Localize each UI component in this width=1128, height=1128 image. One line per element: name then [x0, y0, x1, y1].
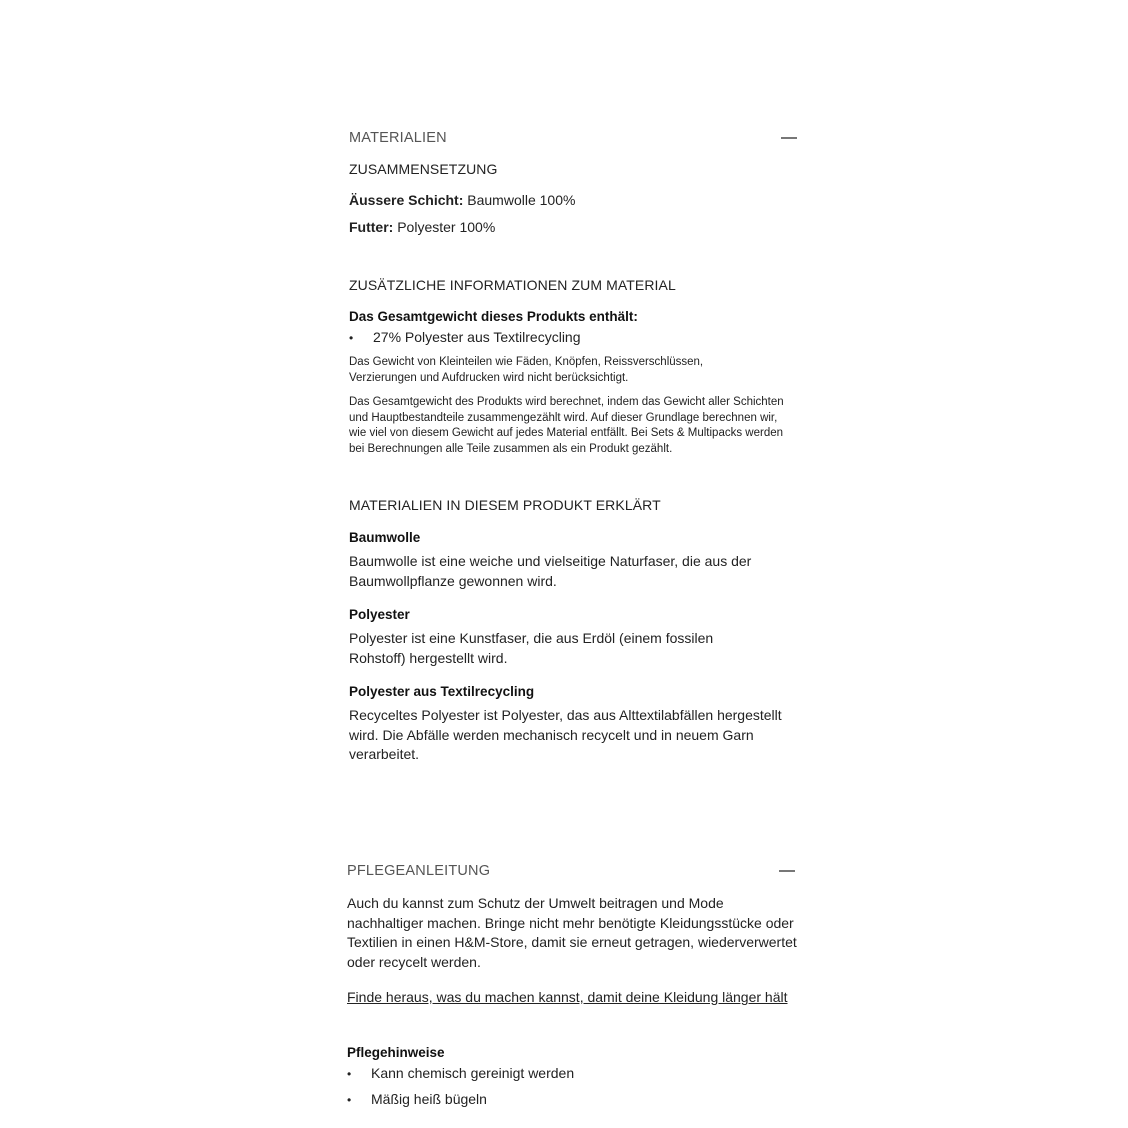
- weight-note-1: Das Gewicht von Kleinteilen wie Fäden, Knöpfen, Reissverschlüssen, Verzierungen und Aufdrucken wird nicht berücksichtigt.: [349, 356, 704, 384]
- bullet-icon: •: [349, 331, 354, 345]
- materials-title: MATERIALIEN: [349, 130, 447, 146]
- care-title: PFLEGEANLEITUNG: [347, 863, 491, 879]
- care-instructions-heading: Pflegehinweise: [347, 1045, 445, 1060]
- composition-lining: [349, 219, 799, 235]
- collapse-minus-icon[interactable]: [779, 870, 795, 872]
- composition-outer-label: Äussere Schicht:: [349, 192, 464, 208]
- care-instruction-text: Mäßig heiß bügeln: [371, 1091, 487, 1107]
- composition-outer: [349, 192, 799, 208]
- composition-outer-value: Baumwolle 100%: [467, 192, 576, 208]
- composition-lining-value: Polyester 100%: [397, 219, 496, 235]
- materials-explained-heading: MATERIALIEN IN DIESEM PRODUKT ERKLÄRT: [349, 497, 661, 513]
- care-section: [347, 861, 797, 1109]
- collapse-minus-icon[interactable]: [781, 137, 797, 139]
- material-desc-recycled-polyester: Recyceltes Polyester ist Polyester, das aus Alttextilabfällen hergestellt wird. Die Abfälle werden mechanisch recycelt und in neuem Garn verarbeitet.: [349, 707, 782, 762]
- list-item: [347, 1065, 797, 1083]
- materials-header[interactable]: [349, 128, 799, 148]
- composition-heading: ZUSAMMENSETZUNG: [349, 161, 498, 177]
- care-intro: Auch du kannst zum Schutz der Umwelt beitragen und Mode nachhaltiger machen. Bringe nicht mehr benötigte Kleidungsstücke oder Textilien in einen H&M-Store, damit sie erneut getragen, wiederverwertet oder recycelt werden.: [347, 895, 797, 970]
- material-name-polyester: Polyester: [349, 607, 410, 622]
- materials-section: [349, 128, 799, 765]
- composition-lining-label: Futter:: [349, 219, 394, 235]
- material-desc-baumwolle: Baumwolle ist eine weiche und vielseitige Naturfaser, die aus der Baumwollpflanze gewonnen wird.: [349, 553, 752, 589]
- care-instruction-text: Kann chemisch gereinigt werden: [371, 1065, 575, 1081]
- weight-note-2: Das Gesamtgewicht des Produkts wird berechnet, indem das Gewicht aller Schichten und Hauptbestandteile zusammengezählt wird. Auf dieser Grundlage berechnen wir, wie viel von diesem Gewicht auf jedes Material entfällt. Bei Sets & Multipacks werden bei Berechnungen alle Teile zusammen als ein Produkt gezählt.: [349, 396, 784, 455]
- bullet-icon: •: [347, 1067, 352, 1081]
- care-tips-link[interactable]: Finde heraus, was du machen kannst, damit deine Kleidung länger hält: [347, 989, 788, 1005]
- list-item: [349, 329, 799, 347]
- list-item: [347, 1091, 797, 1109]
- bullet-icon: •: [347, 1093, 352, 1107]
- bullet-text: 27% Polyester aus Textilrecycling: [373, 329, 581, 345]
- material-name-recycled-polyester: Polyester aus Textilrecycling: [349, 684, 535, 699]
- weight-heading: Das Gesamtgewicht dieses Produkts enthält:: [349, 309, 638, 324]
- material-name-baumwolle: Baumwolle: [349, 530, 421, 545]
- additional-info-heading: ZUSÄTZLICHE INFORMATIONEN ZUM MATERIAL: [349, 277, 676, 293]
- care-header[interactable]: [347, 861, 797, 881]
- material-desc-polyester: Polyester ist eine Kunstfaser, die aus Erdöl (einem fossilen Rohstoff) hergestellt wird.: [349, 630, 714, 666]
